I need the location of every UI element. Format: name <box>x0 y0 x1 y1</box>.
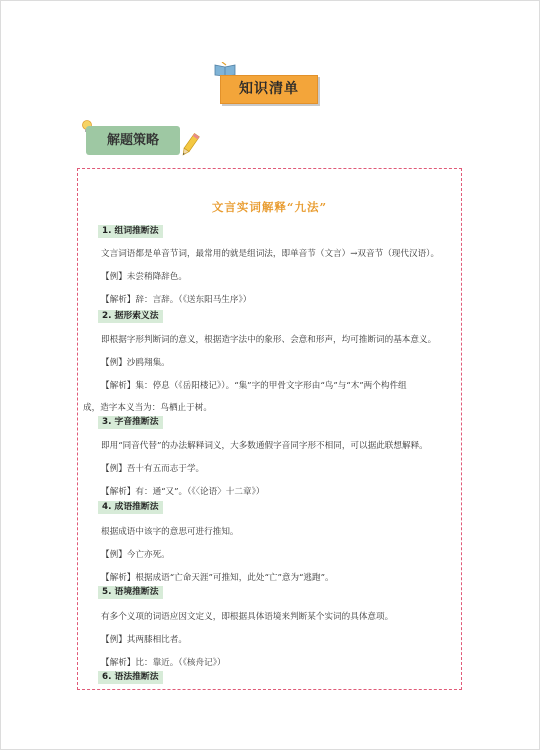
method-heading: 3. 字音推断法 <box>98 416 163 429</box>
example-line: 【例】未尝稍降辞色。 <box>101 272 187 282</box>
analysis-line: 【解析】辞：言辞。（《送东阳马生序》） <box>101 295 252 305</box>
body-text: 文言词语都是单音节词，最常用的就是组词法，即单音节（文言）→双音节（现代汉语）。 <box>101 249 440 259</box>
box-title: 文言实词解释“九法” <box>211 200 328 214</box>
body-text: 根据成语中该字的意思可进行推知。 <box>101 527 239 537</box>
example-line: 【例】其两膝相比者。 <box>101 635 187 645</box>
analysis-line: 【解析】集：停息（《岳阳楼记》）。“集”字的甲骨文字形由“鸟”与“木”两个构件组 <box>101 381 407 391</box>
method-heading: 2. 据形索义法 <box>98 310 163 323</box>
analysis-line: 【解析】有：通“又”。（《〈论语〉十二章》） <box>101 487 265 497</box>
pencil-icon <box>178 131 202 159</box>
book-icon <box>214 62 236 76</box>
example-line: 【例】吾十有五而志于学。 <box>101 464 205 474</box>
method-heading: 1. 组词推断法 <box>98 225 163 238</box>
analysis-line: 【解析】比：靠近。（《核舟记》） <box>101 658 226 668</box>
example-line: 【例】沙鸥翔集。 <box>101 358 170 368</box>
method-heading: 4. 成语推断法 <box>98 501 163 514</box>
method-heading: 5. 语境推断法 <box>98 586 163 599</box>
body-text: 即用“同音代替”的办法解释词义，大多数通假字音同字形不相同，可以据此联想解释。 <box>101 441 428 451</box>
section-header <box>210 62 328 108</box>
body-text: 即根据字形判断词的意义，根据造字法中的象形、会意和形声，均可推断词的基本意义。 <box>101 335 437 345</box>
example-line: 【例】今亡亦死。 <box>101 550 170 560</box>
header-title: 知识清单 <box>220 75 318 104</box>
analysis-line: 【解析】根据成语“亡命天涯”可推知，此处“亡”意为“逃跑”。 <box>101 573 334 583</box>
body-text: 成，造字本义当为：鸟栖止于树。 <box>83 403 212 413</box>
body-text: 有多个义项的词语应因文定义，即根据具体语境来判断某个实词的具体意项。 <box>101 612 394 622</box>
section-tab: 解题策略 <box>86 126 180 155</box>
method-heading: 6. 语法推断法 <box>98 671 163 684</box>
